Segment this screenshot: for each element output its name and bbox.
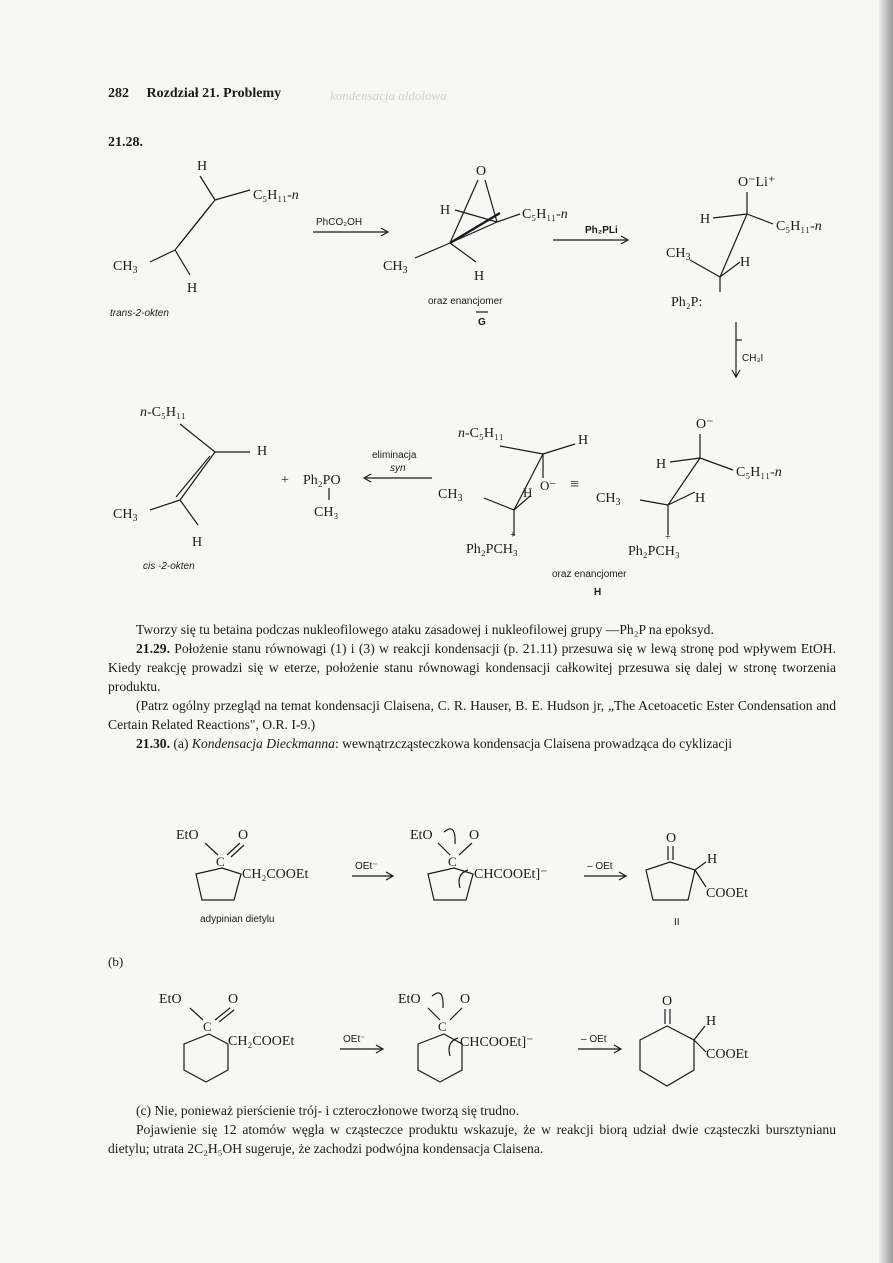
- part-c-answer: (c) Nie, ponieważ pierścienie trój- i czteroczłonowe tworzą się trudno.: [136, 1103, 520, 1118]
- svg-text:H: H: [700, 212, 711, 227]
- svg-text:CHCOOEt]⁻: CHCOOEt]⁻: [474, 867, 548, 882]
- svg-text:O: O: [476, 164, 487, 179]
- bleed-through-text: kondensacja aldolowa: [330, 88, 447, 103]
- svg-text:H: H: [578, 433, 589, 448]
- svg-text:syn: syn: [390, 463, 406, 474]
- svg-text:– OEt: – OEt: [581, 1034, 607, 1045]
- svg-text:EtO: EtO: [410, 828, 433, 843]
- svg-text:+: +: [281, 473, 289, 488]
- svg-text:CH3: $CH_3$: [596, 491, 621, 508]
- svg-text:O: O: [469, 828, 480, 843]
- svg-text:+: +: [510, 530, 516, 541]
- svg-text:Ph₂PCH₃: Ph₂PCH₃: [466, 542, 518, 557]
- svg-text:C₅H₁₁-n: C₅H₁₁-n: [736, 465, 782, 480]
- svg-text:EtO: EtO: [398, 992, 421, 1007]
- svg-text:CH₃: CH₃: [314, 505, 339, 520]
- cis-octene-name: cis -2-okten: [143, 561, 195, 572]
- svg-text:O⁻Li⁺: O⁻Li⁺: [738, 175, 776, 190]
- compound-label-II: II: [674, 917, 680, 928]
- paragraph-21-29: 21.29. Położenie stanu równowagi (1) i (3) w reakcji kondensacji (p. 21.11) przesuwa się w lewą stronę pod wpływem EtOH. Kiedy reakcję prowadzi się w eterze, położenie stanu równowagi kondensacji całkowitej przesuwa się dalej w stronę tworzenia produktu.: [108, 641, 836, 694]
- svg-text:+: +: [665, 532, 671, 543]
- svg-text:CH3: $CH_3$: [666, 246, 691, 263]
- svg-text:CH3: $CH_3$: [113, 259, 138, 276]
- svg-text:– OEt: – OEt: [587, 861, 613, 872]
- svg-text:H: H: [695, 491, 706, 506]
- svg-text:O: O: [228, 992, 239, 1007]
- betaine-note: Tworzy się tu betaina podczas nukleofilowego ataku zasadowej i nukleofilowej grupy —Ph₂P na epoksyd.: [136, 622, 714, 637]
- epoxide-caption: oraz enancjomer: [428, 296, 503, 307]
- arrow-ethoxide-b: [340, 1034, 383, 1053]
- svg-text:H: H: [707, 852, 718, 867]
- svg-text:C: C: [203, 1019, 212, 1034]
- svg-text:OEt⁻: OEt⁻: [343, 1034, 366, 1045]
- svg-text:O⁻: O⁻: [696, 417, 714, 432]
- svg-text:CH₂COOEt: CH₂COOEt: [228, 1034, 295, 1049]
- svg-text:CH3: $CH_3$: [113, 507, 138, 524]
- chapter-title: Rozdział 21. Problemy: [146, 86, 282, 101]
- svg-text:C₅H₁₁-n: C₅H₁₁-n: [522, 207, 568, 222]
- svg-text:n-C₅H₁₁: n-C₅H₁₁: [140, 405, 186, 420]
- svg-text:C: C: [448, 854, 457, 869]
- svg-text:COOEt: COOEt: [706, 886, 748, 901]
- svg-text:OEt⁻: OEt⁻: [355, 861, 378, 872]
- svg-text:H: H: [192, 535, 203, 550]
- svg-text:H: H: [740, 255, 751, 270]
- equivalence-sign: ≡: [570, 476, 580, 493]
- svg-text:O: O: [238, 828, 249, 843]
- compound-label-H: H: [594, 587, 602, 598]
- svg-text:O: O: [460, 992, 471, 1007]
- svg-text:EtO: EtO: [159, 992, 182, 1007]
- page-number: 282: [108, 86, 129, 101]
- adipate-name: adypinian dietylu: [200, 914, 275, 925]
- succinate-note: Pojawienie się 12 atomów węgla w cząsteczce produktu wskazuje, że w reakcji biorą udział dwie cząsteczki bursztynianu dietylu; utrata 2C₂H₅OH sugeruje, że zachodzi podwójna kondensacja Claisena.: [108, 1122, 836, 1156]
- cyclopentanone-ester-II: [646, 831, 748, 928]
- betaine-caption: oraz enancjomer: [552, 569, 627, 580]
- svg-text:eliminacja: eliminacja: [372, 450, 417, 461]
- svg-text:CH3: $CH_3$: [383, 259, 408, 276]
- svg-text:CH₃I: CH₃I: [742, 353, 764, 364]
- svg-text:O: O: [662, 994, 673, 1009]
- svg-text:Ph₂PO: Ph₂PO: [303, 473, 341, 488]
- part-b-label: (b): [108, 954, 124, 969]
- arrow-loss-ethoxide-b: [578, 1034, 621, 1053]
- arrow-ethoxide-a: [352, 861, 393, 880]
- dieckmann-five-ring-intermediate: [410, 828, 548, 900]
- svg-text:n-C₅H₁₁: n-C₅H₁₁: [458, 426, 504, 441]
- svg-text:CH3: $CH_3$: [438, 487, 463, 504]
- dieckmann-six-ring-start: [159, 992, 294, 1082]
- svg-text:PhCO₂OH: PhCO₂OH: [316, 217, 363, 228]
- svg-text:H: H: [523, 485, 533, 500]
- arrow-loss-ethoxide-a: [584, 861, 626, 880]
- dieckmann-six-ring-intermediate: [398, 992, 534, 1082]
- svg-text:H: H: [656, 457, 667, 472]
- problem-label-21-28: 21.28.: [108, 135, 143, 150]
- svg-text:Ph₂PLi: Ph₂PLi: [585, 225, 618, 236]
- svg-text:CHCOOEt]⁻: CHCOOEt]⁻: [460, 1035, 534, 1050]
- svg-text:H: H: [187, 281, 198, 296]
- svg-text:C₅H₁₁-n: C₅H₁₁-n: [253, 188, 299, 203]
- compound-label-G: G: [478, 317, 486, 328]
- text-block-2: [108, 1101, 836, 1158]
- svg-text:H: H: [474, 269, 485, 284]
- svg-text:H: H: [197, 159, 208, 174]
- cyclohexanone-ester: [640, 994, 748, 1086]
- claisen-reference: (Patrz ogólny przegląd na temat kondensacji Claisena, C. R. Hauser, B. E. Hudson jr, „The Acetoacetic Ester Condensation and Certain Related Reactions", O.R. I-9.): [108, 698, 836, 732]
- svg-text:O⁻: O⁻: [540, 478, 557, 493]
- svg-text:O: O: [666, 831, 677, 846]
- svg-text:EtO: EtO: [176, 828, 199, 843]
- svg-text:C: C: [438, 1019, 447, 1034]
- svg-text:H: H: [706, 1014, 717, 1029]
- svg-text:H: H: [440, 203, 451, 218]
- svg-text:H: H: [257, 444, 268, 459]
- dieckmann-five-ring-start: [176, 828, 308, 925]
- paragraph-21-30: 21.30. (a) Kondensacja Dieckmanna: wewnątrzcząsteczkowa kondensacja Claisena prowadząca do cyklizacji: [136, 736, 733, 751]
- svg-text:C₅H₁₁-n: C₅H₁₁-n: [776, 219, 822, 234]
- svg-text:COOEt: COOEt: [706, 1047, 748, 1062]
- svg-text:C: C: [216, 854, 225, 869]
- svg-text:CH₂COOEt: CH₂COOEt: [242, 867, 309, 882]
- trans-octene-name: trans-2-okten: [110, 308, 169, 319]
- svg-text:Ph₂P:: Ph₂P:: [671, 295, 703, 310]
- svg-text:Ph₂PCH₃: Ph₂PCH₃: [628, 544, 680, 559]
